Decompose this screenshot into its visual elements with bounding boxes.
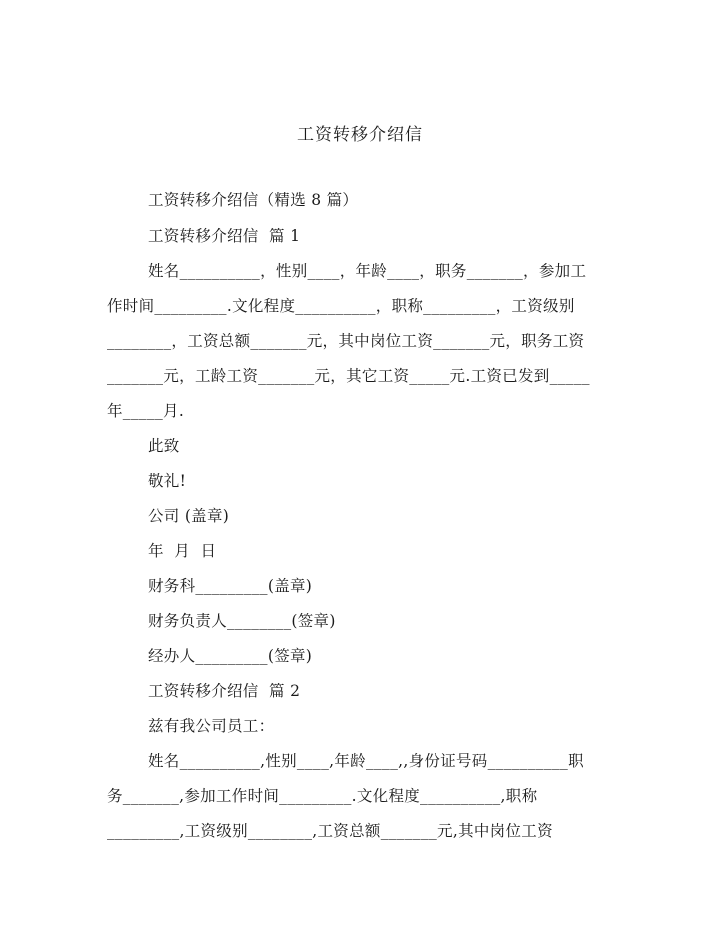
closing-line: 此致 — [148, 437, 180, 455]
finance-head-line: 财务负责人________(签章) — [148, 612, 336, 630]
body-line: 年_____月. — [107, 402, 185, 420]
body-line: 姓名__________，性别____，年龄____，职务_______，参加工 — [148, 262, 587, 280]
closing-line: 敬礼! — [148, 472, 187, 490]
document-title: 工资转移介绍信 — [297, 125, 423, 145]
date-line: 年 月 日 — [148, 542, 217, 560]
finance-dept-line: 财务科_________(盖章) — [148, 577, 313, 595]
body-line: ________，工资总额_______元，其中岗位工资_______元，职务工资 — [107, 332, 585, 350]
subtitle: 工资转移介绍信（精选 8 篇） — [148, 191, 359, 209]
body-line: 务_______,参加工作时间_________.文化程度__________,职称 — [107, 787, 538, 805]
body-line: _______元，工龄工资_______元，其它工资_____元.工资已发到_____ — [107, 367, 590, 385]
body-line: 兹有我公司员工： — [148, 717, 275, 735]
handler-line: 经办人_________(签章) — [148, 647, 313, 665]
company-seal-line: 公司 (盖章) — [148, 507, 230, 525]
section-heading-2: 工资转移介绍信 篇 2 — [148, 682, 301, 700]
section-heading-1: 工资转移介绍信 篇 1 — [148, 227, 301, 245]
body-line: _________,工资级别________,工资总额_______元,其中岗位工资 — [107, 822, 553, 840]
body-line: 作时间_________.文化程度__________，职称_________，工资级别 — [107, 297, 575, 315]
body-line: 姓名__________,性别____,年龄____,,身份证号码__________职 — [148, 752, 584, 770]
